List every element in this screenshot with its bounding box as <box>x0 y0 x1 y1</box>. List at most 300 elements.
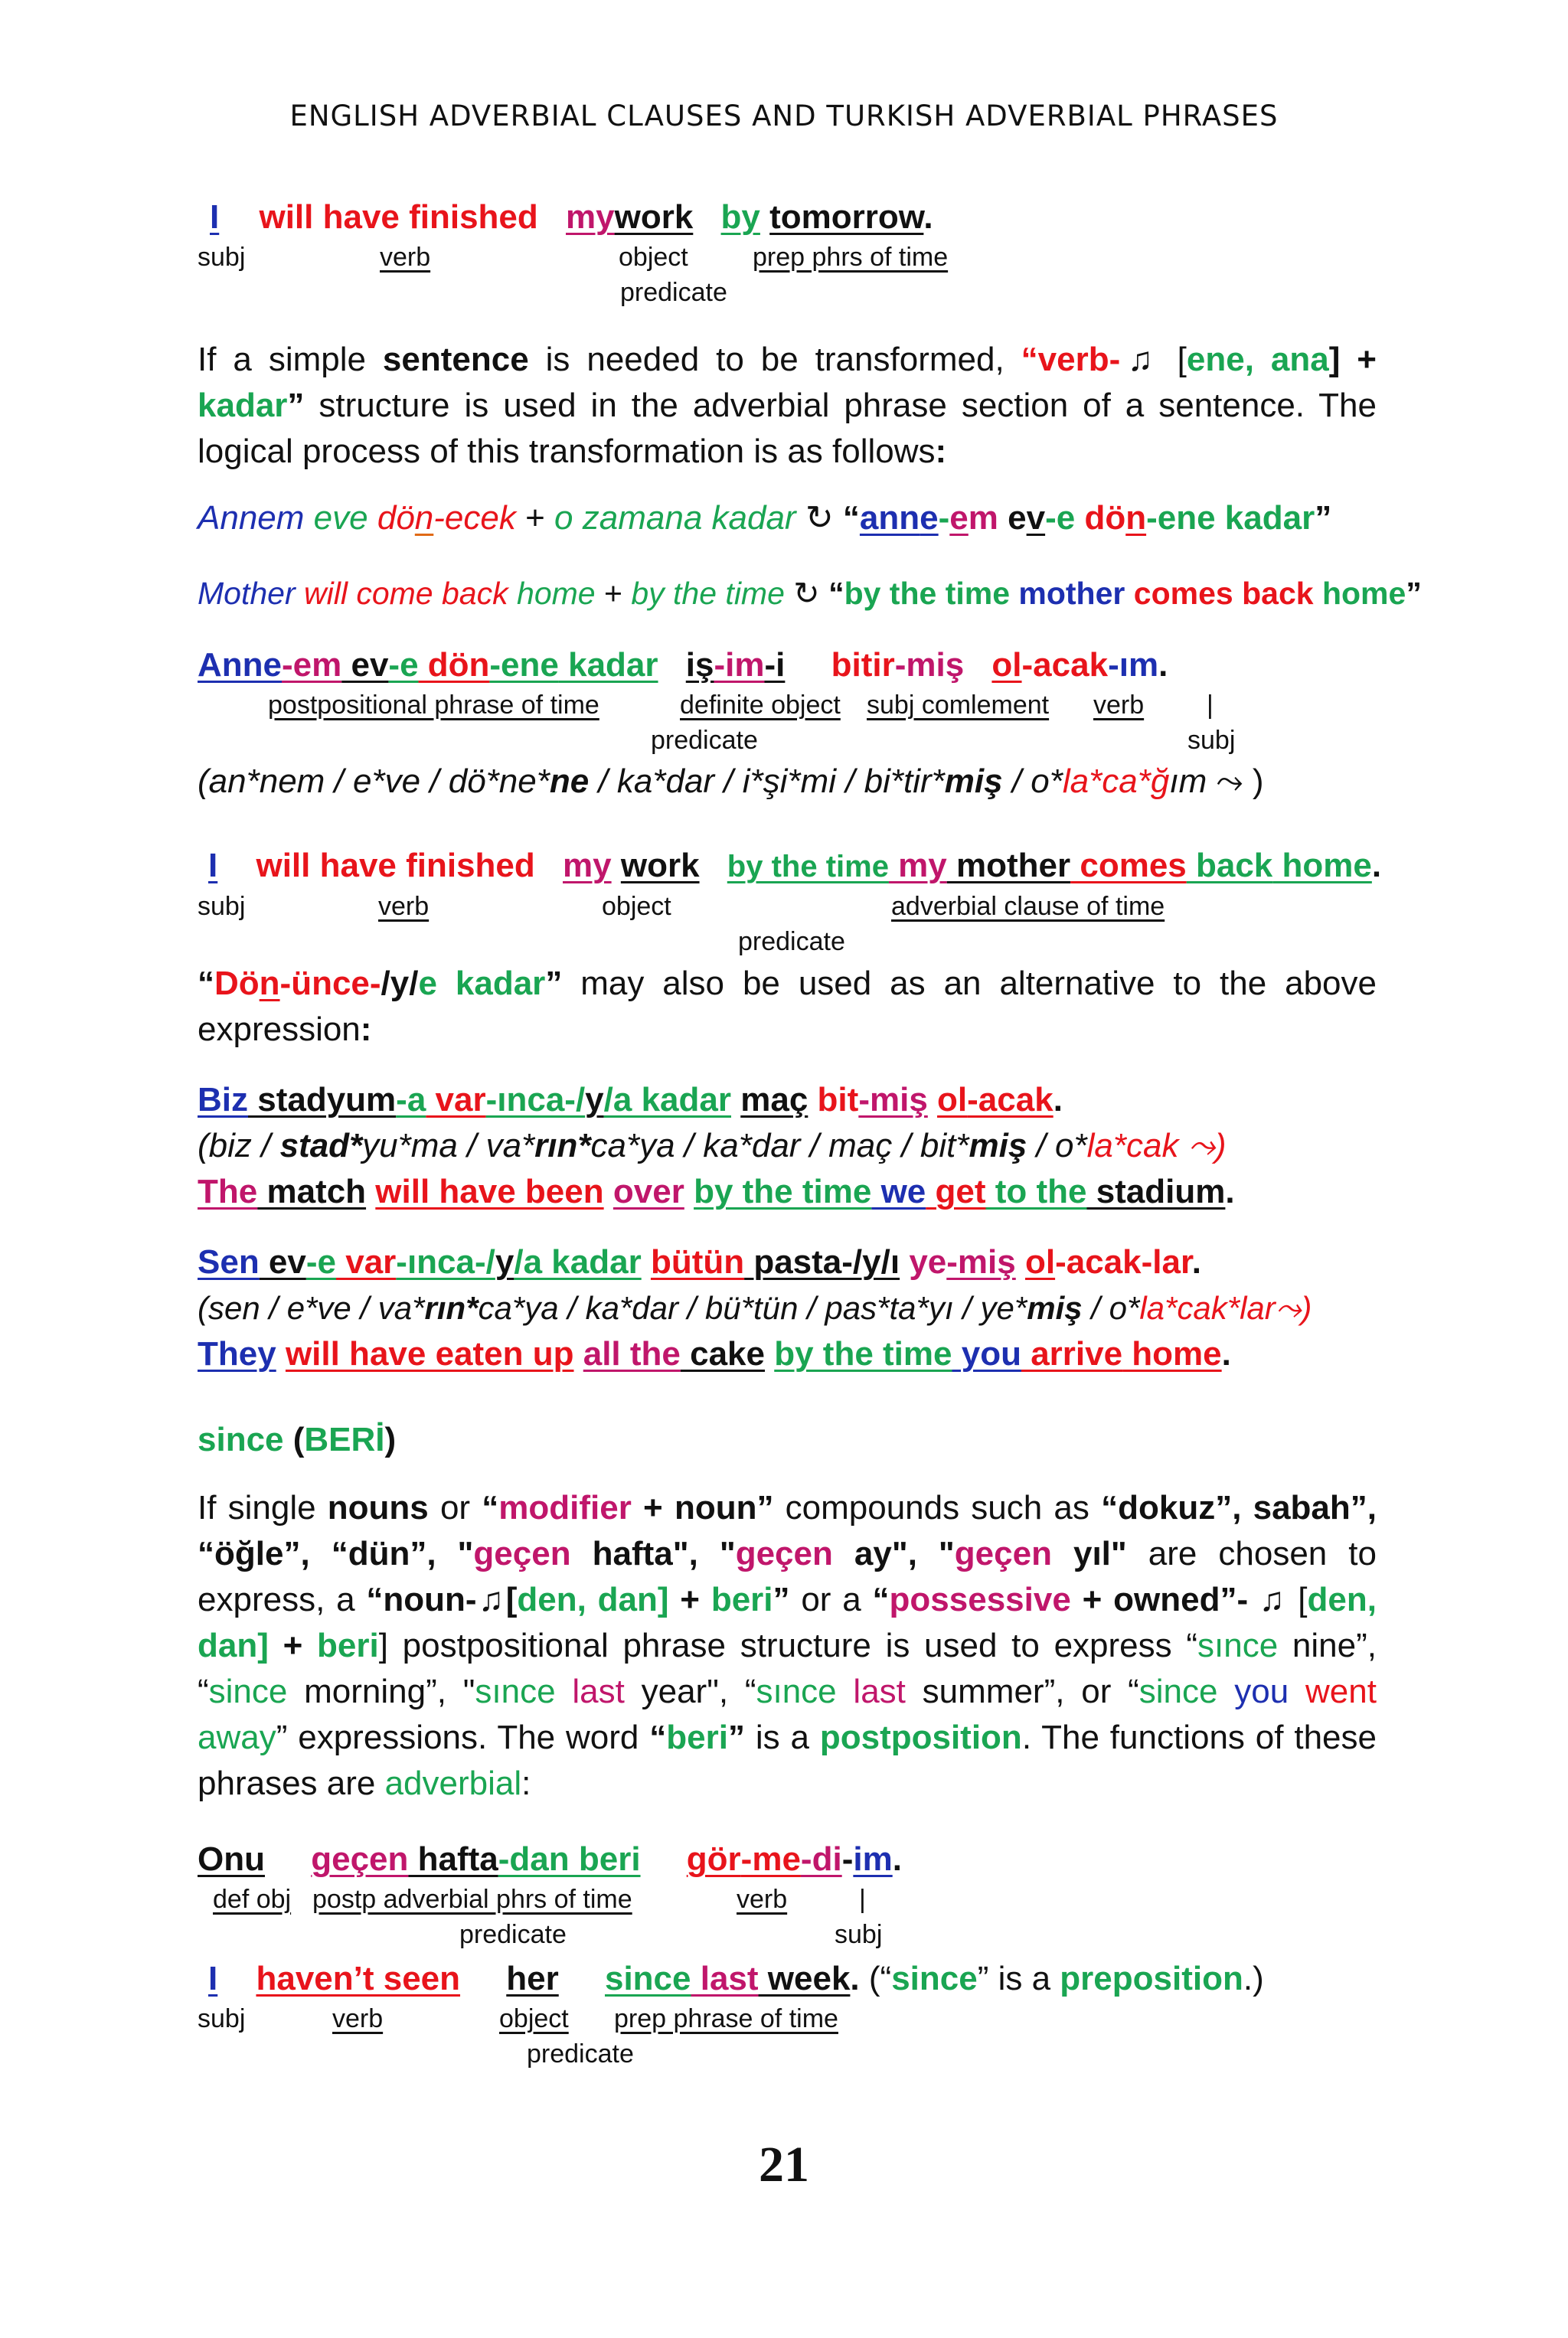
text-segment: geçen <box>311 1840 409 1878</box>
section-heading-since <box>198 1418 1377 1462</box>
pronunciation-2 <box>198 759 1377 804</box>
text-segment: noun” <box>674 1489 774 1527</box>
text-segment: work <box>620 847 700 884</box>
text-segment: o zaman <box>554 499 684 537</box>
text-segment: “ <box>842 499 860 537</box>
text-segment: iş <box>685 646 714 684</box>
text-segment: predicate <box>459 1920 567 1949</box>
text-segment: ” <box>727 1719 745 1756</box>
text-segment: ca*ya / ka*dar / bü*tün / pas*ta*yı / ye* <box>478 1290 1027 1326</box>
pronunciation-5 <box>198 1286 1377 1331</box>
text-segment: n <box>259 965 280 1002</box>
text-segment: ( <box>292 1421 305 1458</box>
text-segment: by the time <box>844 576 1010 611</box>
text-segment: stad* <box>279 1127 363 1164</box>
text-segment: hafta <box>408 1840 498 1878</box>
paragraph-3 <box>198 1485 1377 1807</box>
text-segment: / o* <box>1027 1127 1087 1164</box>
text-segment: by the time <box>774 1335 952 1373</box>
text-segment: by <box>720 198 760 236</box>
text-segment: -ınca-/ <box>485 1081 586 1118</box>
text-segment: ol <box>991 646 1022 684</box>
text-segment: “ <box>198 965 214 1002</box>
text-segment: predicate <box>738 927 845 956</box>
text-segment: n <box>1125 499 1147 537</box>
text-segment: cake <box>680 1335 765 1373</box>
text-segment: home <box>1272 847 1372 884</box>
text-segment: back <box>1242 576 1314 611</box>
text-segment: -e <box>305 1243 336 1281</box>
text-segment: . <box>1225 1173 1235 1210</box>
text-segment: ↻ <box>805 499 834 537</box>
text-segment: . <box>1191 1243 1201 1281</box>
text-segment: or <box>428 1489 482 1527</box>
text-segment: -acak <box>967 1081 1054 1118</box>
text-segment: /y/ <box>381 965 419 1002</box>
text-segment: adverbial <box>384 1765 522 1802</box>
text-segment: + <box>631 1489 675 1527</box>
text-segment: dön <box>418 646 490 684</box>
text-segment: -ünce- <box>279 965 381 1002</box>
text-segment: by the time <box>694 1173 872 1210</box>
text-segment: beri <box>666 1719 728 1756</box>
text-segment: comes <box>1070 847 1187 884</box>
text-segment: -em <box>282 646 342 684</box>
text-segment: -miş <box>946 1243 1016 1281</box>
text-segment: definite object <box>680 691 841 720</box>
text-segment: They <box>198 1335 276 1373</box>
text-segment: modifier <box>498 1489 632 1527</box>
text-segment: object <box>619 243 688 272</box>
text-segment: since <box>208 1673 288 1710</box>
text-segment: Biz <box>198 1081 248 1118</box>
text-segment: subj comlement <box>867 691 1050 720</box>
english-4 <box>198 1170 1377 1214</box>
text-segment: verb <box>380 243 431 272</box>
text-segment: e <box>418 965 437 1002</box>
text-segment: last <box>572 1673 625 1710</box>
text-segment: last <box>691 1960 759 1997</box>
text-segment: ” expressions. The word <box>276 1719 650 1756</box>
text-segment: -ene kadar <box>1146 499 1315 537</box>
text-segment: rın* <box>534 1127 591 1164</box>
text-segment: sınce <box>756 1673 837 1710</box>
text-segment: kadar <box>198 387 288 424</box>
text-segment: prep phrs of time <box>753 243 949 272</box>
text-segment: week <box>758 1960 851 1997</box>
text-segment: home <box>517 576 596 611</box>
text-segment: mother <box>1018 576 1125 611</box>
text-segment: possessive <box>889 1581 1071 1618</box>
text-segment: ol <box>1024 1243 1056 1281</box>
text-segment: ” <box>545 965 563 1002</box>
text-segment: or a <box>789 1581 873 1618</box>
text-segment: is a <box>744 1719 820 1756</box>
example-7-labels <box>198 2001 1377 2036</box>
text-segment: last <box>853 1673 906 1710</box>
text-segment: postp adverbial phrs of time <box>312 1885 632 1914</box>
example-3-labels <box>198 889 1377 924</box>
text-segment: ” <box>773 1581 790 1618</box>
text-segment: stadyum <box>248 1081 397 1118</box>
example-4-sentence <box>198 1078 1377 1122</box>
text-segment: ay", " <box>832 1535 955 1572</box>
example-2 <box>198 643 1377 758</box>
text-segment <box>556 1673 573 1710</box>
text-segment: var <box>426 1081 486 1118</box>
text-segment: “dokuz”, sabah”, “öğle”, “dün”, " <box>198 1489 1377 1572</box>
text-segment: + owned”- ♫ <box>1070 1581 1287 1618</box>
text-segment: /a kadar <box>603 1081 731 1118</box>
text-segment: yıl" <box>1051 1535 1127 1572</box>
example-1 <box>198 195 1377 310</box>
text-segment: “ <box>482 1489 499 1527</box>
example-1-labels <box>198 240 1377 275</box>
example-7-sentence <box>198 1957 1377 2001</box>
text-segment: ⤳ ) <box>1207 762 1264 800</box>
text-segment: la*cak ⤳) <box>1086 1127 1227 1164</box>
text-segment: since <box>198 1421 284 1458</box>
paragraph-2 <box>198 961 1377 1053</box>
text-segment: (an*nem / e*ve / dö*ne* <box>198 762 550 800</box>
text-segment: -ınca-/ <box>396 1243 495 1281</box>
text-segment: since <box>1138 1673 1218 1710</box>
text-segment: ene, ana <box>1186 341 1329 378</box>
text-segment: are chosen to express, a <box>198 1535 1377 1618</box>
text-segment: verb <box>1093 691 1145 720</box>
text-segment: match <box>257 1173 367 1210</box>
text-segment: work <box>614 198 694 236</box>
text-segment: ne <box>549 762 590 800</box>
example-6-labels <box>198 1882 1377 1917</box>
text-segment: prep phrase of time <box>614 2004 838 2033</box>
text-segment: -a <box>396 1081 426 1118</box>
example-3 <box>198 844 1382 959</box>
text-segment: nine”, “ <box>198 1627 1377 1710</box>
text-segment: will have eaten up <box>285 1335 574 1373</box>
text-segment: ol <box>937 1081 968 1118</box>
text-segment: -miş <box>858 1081 928 1118</box>
text-segment: “verb- <box>1021 341 1121 378</box>
text-segment: ev <box>259 1243 306 1281</box>
text-segment: adverbial clause of time <box>891 892 1165 921</box>
text-segment: my <box>888 847 947 884</box>
text-segment: bitir <box>831 646 895 684</box>
text-segment: miş <box>1027 1290 1083 1326</box>
text-segment: bit <box>817 1081 859 1118</box>
text-segment: miş <box>944 762 1003 800</box>
text-segment: since <box>604 1960 691 1997</box>
text-segment: geçen <box>954 1535 1052 1572</box>
text-segment: - <box>841 1840 854 1878</box>
text-segment: If single <box>198 1489 328 1527</box>
text-segment: will come back <box>304 576 508 611</box>
text-segment: e <box>949 499 969 537</box>
pronunciation-4 <box>198 1124 1377 1168</box>
text-segment: -i <box>764 646 786 684</box>
text-segment: -me <box>740 1840 801 1878</box>
text-segment: by the time <box>631 576 785 611</box>
text-segment: dö <box>1075 499 1126 537</box>
text-segment: -ım <box>1108 646 1159 684</box>
text-segment: ca*ya / ka*dar / maç / bit* <box>590 1127 969 1164</box>
text-segment: | <box>859 1885 866 1914</box>
text-segment: -e <box>388 646 419 684</box>
text-segment: la*cak*lar⤳) <box>1139 1290 1312 1326</box>
text-segment: . <box>1053 1081 1063 1118</box>
text-segment: subj <box>835 1920 883 1949</box>
text-segment: . <box>850 1960 860 1997</box>
text-segment: den, dan] <box>198 1581 1377 1664</box>
text-segment: var <box>336 1243 397 1281</box>
text-segment: If a simple <box>198 341 383 378</box>
text-segment: The <box>198 1173 258 1210</box>
text-segment: over <box>612 1173 684 1210</box>
text-segment: kadar <box>436 965 546 1002</box>
text-segment: pasta-/y/ı <box>744 1243 900 1281</box>
text-segment: I <box>208 847 218 884</box>
text-segment: maç <box>740 1081 808 1118</box>
text-segment: . The functions of these phrases are <box>198 1719 1377 1802</box>
example-5-sentence <box>198 1240 1377 1285</box>
text-segment: ” <box>287 387 305 424</box>
text-segment: | <box>1207 691 1214 720</box>
text-segment: arrive <box>1021 1335 1123 1373</box>
text-segment: Mother <box>198 576 296 611</box>
english-transform <box>198 571 1422 616</box>
text-segment <box>837 1673 854 1710</box>
text-segment: verb <box>378 892 430 921</box>
text-segment: yu*ma / va* <box>362 1127 535 1164</box>
text-segment: ye <box>909 1243 947 1281</box>
text-segment: predicate <box>651 726 758 755</box>
text-segment: . <box>923 198 933 236</box>
example-6-sentence <box>198 1837 1377 1882</box>
text-segment: away <box>198 1719 276 1756</box>
text-segment: subj <box>198 892 246 921</box>
text-segment: e <box>920 499 939 537</box>
text-segment: structure is used in the adverbial phrase section of a sentence. The logical process of this transformation is as follows <box>198 387 1377 470</box>
text-segment: + <box>268 1627 318 1664</box>
text-segment: postposition <box>819 1719 1022 1756</box>
example-6 <box>198 1837 1377 1952</box>
text-segment: compounds such as <box>773 1489 1102 1527</box>
text-segment: Sen <box>198 1243 260 1281</box>
text-segment: will have been <box>375 1173 604 1210</box>
text-segment: subj <box>1187 726 1236 755</box>
text-segment: subj <box>198 2004 246 2033</box>
running-header: ENGLISH ADVERBIAL CLAUSES AND TURKISH ADVERBIAL PHRASES <box>289 100 1279 132</box>
text-segment: object <box>602 892 671 921</box>
text-segment: home <box>1321 576 1406 611</box>
text-segment: you <box>952 1335 1021 1373</box>
text-segment: n <box>414 499 434 537</box>
text-segment: preposition <box>1060 1960 1243 1997</box>
text-segment: miş <box>969 1127 1027 1164</box>
example-7 <box>198 1957 1377 2072</box>
text-segment: def obj <box>213 1885 292 1914</box>
text-segment: Onu <box>198 1840 265 1878</box>
text-segment: predicate <box>620 278 727 307</box>
text-segment: m <box>968 499 998 537</box>
example-3-sentence <box>198 844 1382 889</box>
text-segment: eve <box>313 499 368 537</box>
text-segment: ] + <box>1328 341 1377 378</box>
text-segment: v <box>1026 499 1046 537</box>
text-segment: kadar <box>558 646 658 684</box>
text-segment: -e <box>1045 499 1076 537</box>
text-segment: -lar <box>1141 1243 1192 1281</box>
text-segment: ♫ <box>1120 341 1161 378</box>
text-segment: im <box>853 1840 893 1878</box>
text-segment: [ <box>1286 1581 1308 1618</box>
text-segment: my <box>563 847 612 884</box>
text-segment: year", “ <box>624 1673 756 1710</box>
text-segment: den, dan] <box>517 1581 669 1618</box>
text-segment: : <box>935 433 947 470</box>
paragraph-1 <box>198 337 1377 475</box>
text-segment: geçen <box>735 1535 833 1572</box>
text-segment: hafta", " <box>570 1535 736 1572</box>
text-segment: . <box>1158 646 1168 684</box>
text-segment: -di <box>800 1840 842 1878</box>
text-segment: ım <box>1169 762 1207 800</box>
text-segment: geçen <box>473 1535 571 1572</box>
example-2-labels <box>198 687 1377 723</box>
text-segment: : <box>360 1011 372 1048</box>
text-segment: get <box>926 1173 986 1210</box>
text-segment: . <box>892 1840 902 1878</box>
text-segment: ” <box>1406 576 1422 611</box>
text-segment: -dan beri <box>498 1840 641 1878</box>
text-segment: Anne <box>198 646 282 684</box>
text-segment: stadium <box>1086 1173 1226 1210</box>
text-segment: all the <box>583 1335 681 1373</box>
text-segment: home <box>1122 1335 1222 1373</box>
text-segment <box>1218 1673 1235 1710</box>
text-segment: “ <box>828 576 844 611</box>
turkish-transform <box>198 496 1377 540</box>
text-segment: beri <box>317 1627 379 1664</box>
text-segment: ” <box>1315 499 1332 537</box>
text-segment: you <box>1234 1673 1289 1710</box>
text-segment: may also be used as an alternative to the above expression <box>198 965 1377 1048</box>
text-segment: haven’t seen <box>256 1960 461 1997</box>
text-segment: since <box>891 1960 978 1997</box>
text-segment: ann <box>859 499 920 537</box>
text-segment: “noun-♫[ <box>366 1581 518 1618</box>
text-segment: comes <box>1133 576 1233 611</box>
text-segment: (“ <box>859 1960 892 1997</box>
text-segment: / o* <box>1002 762 1063 800</box>
text-segment: Dö <box>214 965 260 1002</box>
text-segment: -ecek <box>433 499 516 537</box>
text-segment: I <box>210 198 220 236</box>
text-segment: -ene <box>489 646 559 684</box>
text-segment: rın* <box>424 1290 479 1326</box>
text-segment: y <box>495 1243 514 1281</box>
text-segment: . <box>1371 847 1382 884</box>
text-segment: : <box>521 1765 531 1802</box>
text-segment: to the <box>985 1173 1087 1210</box>
text-segment: “ <box>649 1719 667 1756</box>
text-segment: / ka*dar / i*şi*mi / bi*tir* <box>589 762 945 800</box>
text-segment: verb <box>332 2004 384 2033</box>
text-segment: . <box>1221 1335 1231 1373</box>
text-segment: (sen / e*ve / va* <box>198 1290 425 1326</box>
text-segment: verb <box>737 1885 788 1914</box>
text-segment: /a kadar <box>514 1243 642 1281</box>
text-segment: tomorrow <box>769 198 924 236</box>
text-segment: sentence <box>382 341 529 378</box>
text-segment: ↻ <box>793 576 820 611</box>
text-segment: beri <box>710 1581 773 1618</box>
text-segment: morning”, " <box>287 1673 475 1710</box>
text-segment: y <box>585 1081 604 1118</box>
text-segment: summer”, or “ <box>905 1673 1139 1710</box>
text-segment: object <box>499 2004 569 2033</box>
text-segment: subj <box>198 243 246 272</box>
text-segment: + <box>525 499 545 537</box>
text-segment: my <box>566 198 615 236</box>
text-segment: ) <box>384 1421 397 1458</box>
text-segment: her <box>506 1960 559 1997</box>
text-segment: sınce <box>475 1673 556 1710</box>
text-segment: -miş <box>894 646 965 684</box>
text-segment: (biz / <box>198 1127 280 1164</box>
text-segment: -acak <box>1021 646 1109 684</box>
text-segment: nouns <box>327 1489 429 1527</box>
text-segment: + <box>668 1581 711 1618</box>
text-segment: a kadar <box>683 499 796 537</box>
text-segment: is needed to be transformed, <box>528 341 1021 378</box>
text-segment: I <box>208 1960 218 1997</box>
text-segment: -im <box>714 646 765 684</box>
text-segment <box>1289 1673 1305 1710</box>
text-segment: will have finished <box>256 847 535 884</box>
text-segment: sınce <box>1197 1627 1279 1664</box>
page-number: 21 <box>759 2137 809 2193</box>
text-segment: gör <box>686 1840 741 1878</box>
text-segment: will have finished <box>259 198 538 236</box>
text-segment: BERİ <box>304 1421 385 1458</box>
text-segment: [ <box>1160 341 1187 378</box>
text-segment: we <box>871 1173 926 1210</box>
text-segment: went <box>1305 1673 1377 1710</box>
example-1-sentence <box>198 195 1377 240</box>
text-segment: back <box>1186 847 1273 884</box>
text-segment: predicate <box>527 2039 634 2069</box>
text-segment: .) <box>1243 1960 1264 1997</box>
text-segment: ] postpositional phrase structure is used to express “ <box>378 1627 1198 1664</box>
text-segment: -acak <box>1055 1243 1142 1281</box>
text-segment: + <box>603 576 622 611</box>
text-segment: / o* <box>1082 1290 1140 1326</box>
text-segment: Annem <box>198 499 305 537</box>
text-segment: mother <box>946 847 1071 884</box>
text-segment: postpositional phrase of time <box>268 691 599 720</box>
text-segment: ” is a <box>977 1960 1060 1997</box>
english-5 <box>198 1332 1377 1376</box>
text-segment: ğ <box>1150 762 1170 800</box>
text-segment: la*ca* <box>1062 762 1151 800</box>
text-segment: dö <box>377 499 415 537</box>
text-segment: - <box>938 499 950 537</box>
text-segment: ev <box>341 646 389 684</box>
text-segment: “ <box>872 1581 890 1618</box>
text-segment: bütün <box>650 1243 745 1281</box>
text-segment: e <box>998 499 1027 537</box>
